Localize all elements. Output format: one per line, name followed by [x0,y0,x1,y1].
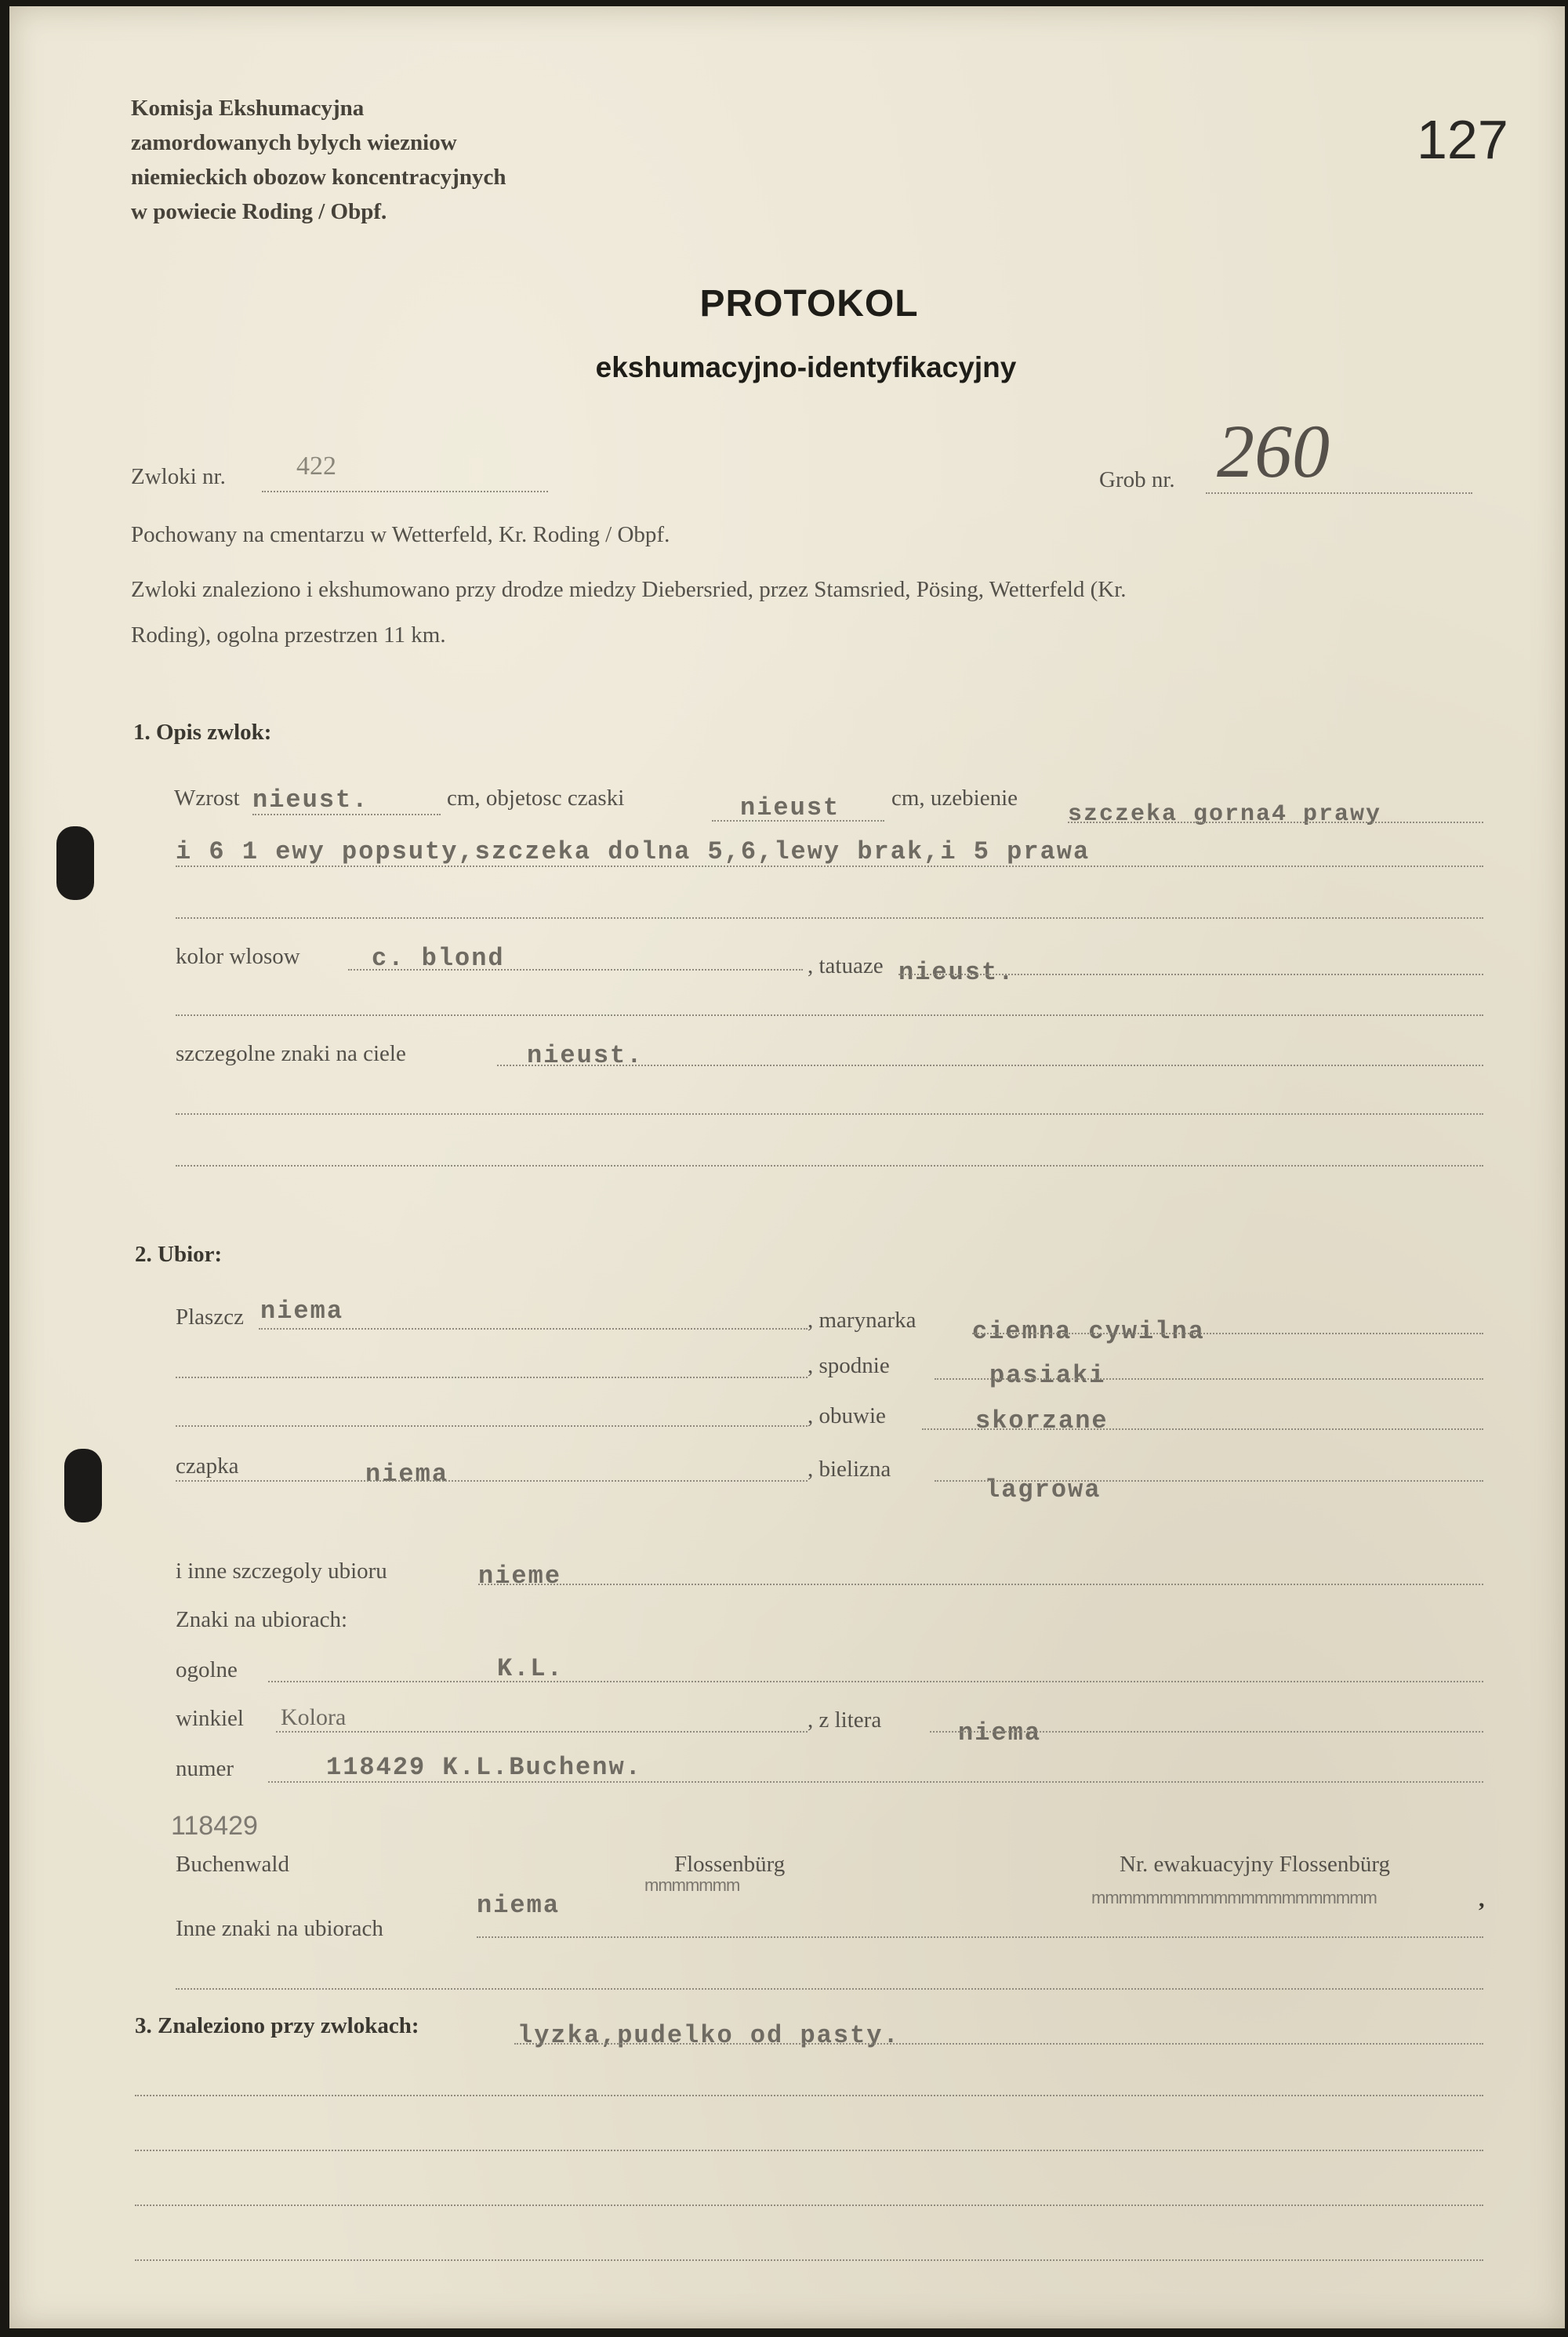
buchenwald-label: Buchenwald [176,1852,289,1877]
inne-znaki-label: Inne znaki na ubiorach [176,1916,383,1941]
nr-ewakuacyjny-comma: , [1479,1886,1485,1912]
numer-label: numer [176,1756,234,1781]
blank-line-8 [135,2150,1483,2151]
blank-line-9 [135,2205,1483,2206]
inne-szczegoly-line [478,1584,1483,1585]
z-litera-value: niema [958,1718,1042,1747]
spodnie-label: , spodnie [808,1353,890,1378]
winkiel-line [276,1731,808,1733]
uzebienie-line-2 [176,865,1483,867]
tatuaze-label: , tatuaze [808,953,884,978]
spodnie-line [935,1378,1483,1380]
grob-value-handwritten: 260 [1217,409,1330,493]
z-litera-label: , z litera [808,1707,882,1733]
uzebienie-value-line-2: i 6 1 ewy popsuty,szczeka dolna 5,6,lewy brak,i 5 prawa [176,837,1091,866]
blank-line-4 [176,1377,808,1378]
blank-line-7 [135,2095,1483,2096]
winkiel-value: Kolora [281,1704,347,1730]
uzebienie-line-3 [176,917,1483,919]
obuwie-value: skorzane [975,1406,1109,1435]
document-page [9,6,1565,2328]
zwloki-label: Zwloki nr. [131,464,226,489]
blank-line-2 [176,1113,1483,1115]
wzrost-label: Wzrost [174,786,240,811]
blank-line-10 [135,2259,1483,2261]
tatuaze-line [898,974,1483,975]
burial-place-text: Pochowany na cmentarzu w Wetterfeld, Kr. Roding / Obpf. [131,522,670,547]
z-litera-line [930,1731,1483,1733]
ogolne-line [268,1681,1483,1682]
marynarka-line [972,1333,1483,1334]
kolor-wlosow-value: c. blond [372,944,505,973]
nr-ewakuacyjny-label: Nr. ewakuacyjny Flossenbürg [1120,1852,1390,1877]
punch-hole-top [56,826,94,900]
obuwie-line [922,1428,1483,1430]
wzrost-value: nieust. [252,786,369,815]
zwloki-value: 422 [296,452,336,481]
uzebienie-value-line-1: szczeka gorna4 prawy [1068,801,1382,828]
section-3-line [514,2043,1483,2045]
tatuaze-value: nieust. [898,958,1015,987]
ogolne-label: ogolne [176,1657,238,1682]
wzrost-line [252,814,441,815]
punch-hole-bottom [64,1449,102,1522]
nr-ewakuacyjny-crossed-out: mmmmmmmmmmmmmmmmmmmmm [1091,1888,1377,1907]
czapka-value: niema [365,1460,449,1489]
bielizna-value: lagrowa [985,1475,1102,1504]
kolor-wlosow-label: kolor wlosow [176,944,300,969]
bielizna-line [935,1480,1483,1482]
marynarka-label: , marynarka [808,1308,916,1333]
inne-znaki-value: niema [477,1891,561,1920]
szczegolne-znaki-line [497,1065,1483,1066]
exhumation-distance-text: Roding), ogolna przestrzen 11 km. [131,622,446,648]
bielizna-label: , bielizna [808,1457,891,1482]
blank-line-6 [176,1988,1483,1990]
ogolne-value: K.L. [497,1654,564,1683]
uzebienie-label: cm, uzebienie [891,786,1018,811]
blank-line-5 [176,1425,808,1427]
section-3-heading: 3. Znaleziono przy zwlokach: [135,2013,419,2038]
commission-name-line-1: Komisja Ekshumacyjna [131,96,365,121]
numer-value: 118429 K.L.Buchenw. [326,1753,642,1782]
szczegolne-znaki-value: nieust. [527,1041,644,1070]
plaszcz-value: niema [260,1297,344,1326]
section-1-heading: 1. Opis zwlok: [133,720,272,745]
czaszka-value: nieust [740,793,840,822]
numer-line [268,1781,1483,1783]
marynarka-value: ciemna cywilna [972,1317,1205,1346]
plaszcz-label: Plaszcz [176,1305,244,1330]
czaszka-label: cm, objetosc czaski [447,786,625,811]
flossenburg-crossed-out: mmmmmmm [644,1875,740,1895]
winkiel-label: winkiel [176,1706,244,1731]
blank-line-3 [176,1165,1483,1167]
commission-name-line-4: w powiecie Roding / Obpf. [131,199,387,224]
plaszcz-line [259,1328,808,1330]
blank-line-1 [176,1014,1483,1016]
document-subtitle: ekshumacyjno-identyfikacyjny [595,351,1017,383]
czaszka-line [712,820,884,822]
spodnie-value: pasiaki [989,1361,1106,1390]
page-number: 127 [1417,109,1508,170]
document-title: PROTOKOL [699,283,919,325]
czapka-label: czapka [176,1453,239,1479]
uzebienie-line-1 [1068,822,1483,823]
section-2-heading: 2. Ubior: [135,1242,223,1267]
buchenwald-stamp-number: 118429 [171,1811,258,1841]
obuwie-label: , obuwie [808,1403,886,1428]
inne-szczegoly-value: nieme [478,1562,562,1591]
zwloki-line [262,491,548,492]
czapka-line [176,1480,808,1482]
flossenburg-label: Flossenbürg [674,1852,786,1877]
inne-znaki-line [477,1936,1483,1938]
section-3-value: lyzka,pudelko od pasty. [517,2021,900,2050]
szczegolne-znaki-label: szczegolne znaki na ciele [176,1041,406,1066]
commission-name-line-3: niemieckich obozow koncentracyjnych [131,165,506,190]
kolor-wlosow-line [348,969,803,971]
inne-szczegoly-label: i inne szczegoly ubioru [176,1559,387,1584]
commission-name-line-2: zamordowanych bylych wiezniow [131,130,457,155]
znaki-na-ubiorach-heading: Znaki na ubiorach: [176,1607,348,1632]
exhumation-location-text: Zwloki znaleziono i ekshumowano przy drodze miedzy Diebersried, przez Stamsried, Pösing, Wetterfeld (Kr. [131,577,1127,602]
grob-label: Grob nr. [1099,467,1175,492]
